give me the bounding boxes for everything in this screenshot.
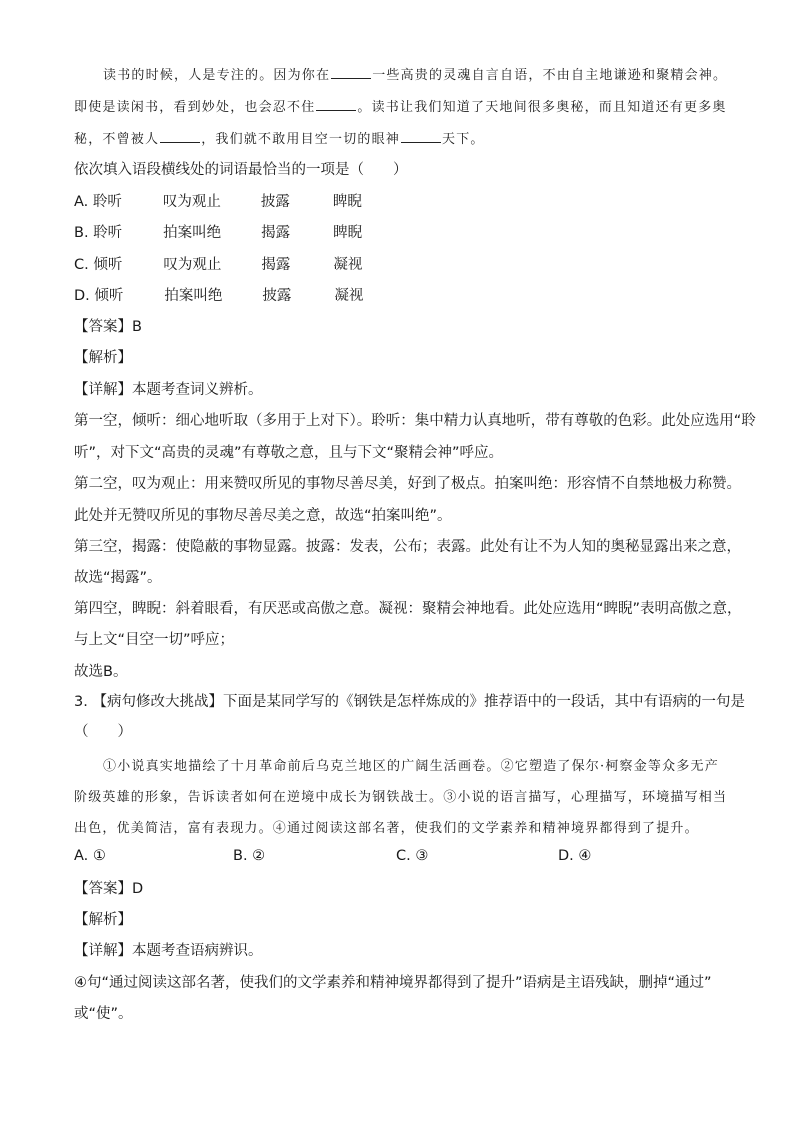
q3-explain-line: 或“使”。 xyxy=(74,1006,133,1022)
option-c xyxy=(74,255,384,275)
q3-passage-line: 出色，优美简洁，富有表现力。④通过阅读这部名著，使我们的文学素养和精神境界都得到了提升。 xyxy=(74,821,699,836)
option-word: 睥睨 xyxy=(332,194,362,210)
explain-line: 第四空，睥睨：斜着眼看，有厌恶或高傲之意。凝视：聚精会神地看。此处应选用“睥睨”表明高傲之意， xyxy=(74,601,742,617)
option-word: 揭露 xyxy=(261,225,291,241)
q3-answer-row xyxy=(74,879,143,899)
option-word: 叹为观止 xyxy=(163,257,222,273)
answer-row xyxy=(74,317,142,337)
passage-text: 天下。 xyxy=(442,132,485,147)
detail-intro: 本题考查语病辨识。 xyxy=(132,943,263,959)
option-word: 叹为观止 xyxy=(162,194,221,210)
explain-line: 第一空，倾听：细心地听取（多用于上对下）。聆听：集中精力认真地听，带有尊敬的色彩。此处应选用“聆 xyxy=(74,413,756,429)
option-word: 倾听 xyxy=(93,257,123,273)
passage-text: 秘，不曾被人 xyxy=(74,132,160,147)
option-word: 凝视 xyxy=(333,257,363,273)
option-word: 聆听 xyxy=(92,194,122,210)
answer-tag: 【答案】 xyxy=(74,319,132,335)
option-word: 凝视 xyxy=(334,288,364,304)
explain-line: 听”，对下文“高贵的灵魂”有尊敬之意，且与下文“聚精会神”呼应。 xyxy=(74,445,504,461)
fill-blank-3 xyxy=(160,130,200,143)
explain-line: 故选B。 xyxy=(74,664,128,680)
option-word: 揭露 xyxy=(261,257,291,273)
question-3-bracket: （ ） xyxy=(74,724,132,740)
passage-line-3 xyxy=(74,130,485,150)
option-d xyxy=(74,286,385,306)
q3-option-d: D. ④ xyxy=(558,848,592,864)
passage-text: 即使是读闲书，看到妙处，也会忍不住 xyxy=(74,100,316,115)
passage-line-1 xyxy=(103,66,727,86)
explain-line: 故选“揭露”。 xyxy=(74,570,162,586)
option-word: 披露 xyxy=(262,288,292,304)
answer-value: B xyxy=(132,319,142,335)
answer-tag: 【答案】 xyxy=(74,881,132,897)
detail-tag: 【详解】 xyxy=(74,943,132,959)
q3-option-a: A. ① xyxy=(74,848,106,864)
q3-explain-line: ④句“通过阅读这部名著，使我们的文学素养和精神境界都得到了提升”语病是主语残缺，删掉“通过” xyxy=(74,975,712,991)
q3-detail-row xyxy=(74,941,263,961)
passage-line-2 xyxy=(74,98,727,118)
option-word: 睥睨 xyxy=(333,225,363,241)
option-label: B. xyxy=(74,225,89,241)
q3-passage-line: ①小说真实地描绘了十月革命前后乌克兰地区的广阔生活画卷。②它塑造了保尔·柯察金等众多无产 xyxy=(103,759,719,774)
fill-blank-2 xyxy=(316,98,356,111)
passage-text: ，我们就不敢用目空一切的眼神 xyxy=(201,132,401,147)
fill-blank-1 xyxy=(331,66,371,79)
explain-line: 与上文“目空一切”呼应； xyxy=(74,632,235,648)
detail-row xyxy=(74,380,263,400)
option-label: D. xyxy=(74,288,90,304)
fill-blank-4 xyxy=(401,130,441,143)
option-label: A. xyxy=(74,194,89,210)
passage-text: 一些高贵的灵魂自言自语，不由自主地谦逊和聚精会神。 xyxy=(372,68,728,83)
q3-analysis-tag: 【解析】 xyxy=(74,912,132,928)
option-word: 拍案叫绝 xyxy=(164,288,223,304)
question-3-stem: 3. 【病句修改大挑战】下面是某同学写的《钢铁是怎样炼成的》推荐语中的一段话，其中有语病的一句是 xyxy=(74,694,745,710)
explain-line: 第二空，叹为观止：用来赞叹所见的事物尽善尽美，好到了极点。拍案叫绝：形容情不自禁地极力称赞。 xyxy=(74,476,741,492)
explain-line: 此处并无赞叹所见的事物尽善尽美之意，故选“拍案叫绝”。 xyxy=(74,508,452,524)
detail-tag: 【详解】 xyxy=(74,382,132,398)
question-2-prompt: 依次填入语段横线处的词语最恰当的一项是（ ） xyxy=(74,162,408,178)
q3-passage-line: 阶级英雄的形象，告诉读者如何在逆境中成长为钢铁战士。③小说的语言描写，心理描写，环境描写相当 xyxy=(74,790,728,805)
option-label: C. xyxy=(74,257,89,273)
passage-text: 。读书让我们知道了天地间很多奥秘，而且知道还有更多奥 xyxy=(357,100,727,115)
option-word: 聆听 xyxy=(93,225,123,241)
explain-line: 第三空，揭露：使隐蔽的事物显露。披露：发表，公布；表露。此处有让不为人知的奥秘显露出来之意， xyxy=(74,539,741,555)
option-word: 拍案叫绝 xyxy=(163,225,222,241)
q3-option-c: C. ③ xyxy=(396,848,429,864)
option-a xyxy=(74,192,384,212)
option-word: 倾听 xyxy=(94,288,124,304)
passage-text: 读书的时候，人是专注的。因为你在 xyxy=(103,68,331,83)
detail-intro: 本题考查词义辨析。 xyxy=(132,382,263,398)
q3-option-b: B. ② xyxy=(233,848,266,864)
answer-value: D xyxy=(132,881,144,897)
option-b xyxy=(74,223,384,243)
option-word: 披露 xyxy=(260,194,290,210)
analysis-tag: 【解析】 xyxy=(74,350,132,366)
